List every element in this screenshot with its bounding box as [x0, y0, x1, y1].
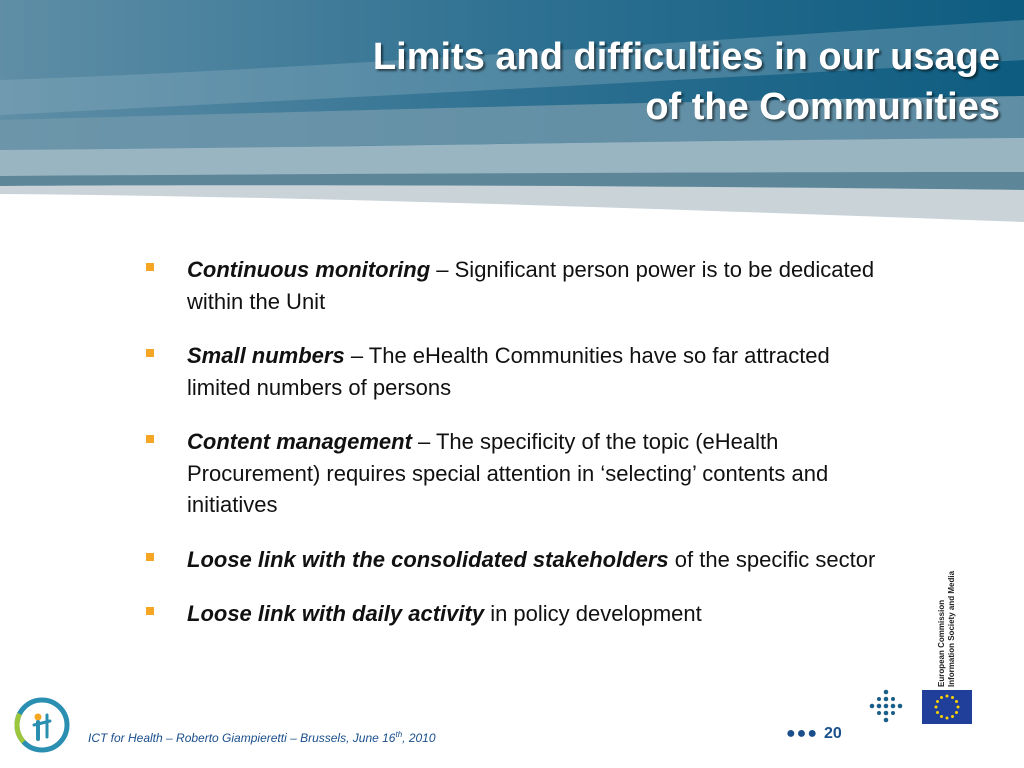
- square-bullet-icon: [146, 435, 154, 443]
- bullet-item: [146, 426, 886, 521]
- page-number-area: [786, 725, 842, 743]
- slide-title: [100, 32, 1000, 132]
- footer-credit: [88, 730, 436, 745]
- eu-flag-icon: [922, 690, 972, 724]
- bullet-emphasis: Continuous monitoring: [187, 257, 431, 282]
- bullet-emphasis: Loose link with daily activity: [187, 601, 485, 626]
- square-bullet-icon: [146, 607, 154, 615]
- header-banner: [0, 0, 1024, 225]
- bullet-item: [146, 254, 886, 317]
- footer-credit-year: , 2010: [402, 731, 436, 745]
- bullet-text: in policy development: [484, 601, 702, 626]
- title-line-1: Limits and difficulties in our usage: [372, 36, 1000, 78]
- bullet-text: – Significant person power is to be dedicated within the Unit: [187, 257, 875, 314]
- bullet-text: – The eHealth Communities have so far attracted limited numbers of persons: [187, 343, 830, 400]
- ict-for-health-logo-icon: [14, 697, 70, 753]
- title-line-2: of the Communities: [645, 86, 1000, 128]
- square-bullet-icon: [146, 263, 154, 271]
- bullet-emphasis: Content management: [187, 429, 412, 454]
- bullet-item: [146, 544, 886, 576]
- european-commission-label: [921, 555, 981, 687]
- bullet-emphasis: Small numbers: [187, 343, 345, 368]
- bullet-text: of the specific sector: [668, 546, 876, 572]
- square-bullet-icon: [146, 349, 154, 357]
- square-bullet-icon: [146, 553, 154, 561]
- dot-cross-icon: [868, 688, 904, 724]
- footer-credit-sup: th: [395, 730, 403, 739]
- bullet-list: [146, 254, 886, 653]
- bullet-emphasis: Loose link with the consolidated stakeholders: [187, 546, 669, 572]
- bullet-text: – The specificity of the topic (eHealth Procurement) requires special attention in ‘selecting’ contents and initiatives: [187, 429, 829, 517]
- bullet-item: [146, 598, 886, 630]
- page-number: 20: [824, 725, 842, 742]
- ec-line-2: Information Society and Media: [947, 570, 956, 687]
- footer-credit-text: ICT for Health – Roberto Giampieretti – Brussels, June 16: [88, 731, 396, 745]
- ec-line-1: European Commission: [937, 599, 946, 687]
- page-dots-icon: ●●●: [786, 725, 818, 742]
- bullet-item: [146, 340, 886, 403]
